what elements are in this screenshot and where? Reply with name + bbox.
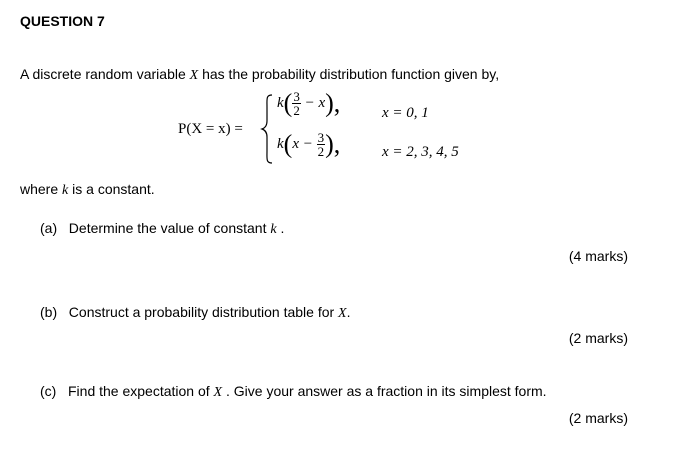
part-b-label: (b) [40, 304, 58, 320]
part-b-statement: Construct a probability distribution table for [68, 304, 339, 320]
intro-text-end: has the probability distribution function given by, [198, 66, 500, 82]
case2-fraction-denominator: 2 [317, 144, 325, 159]
case1-fraction-denominator: 2 [293, 103, 300, 118]
where-clause [20, 181, 155, 199]
case2-lead: x − [292, 135, 313, 152]
part-a-end: . [276, 220, 285, 236]
part-a-variable: k [270, 222, 277, 237]
question-title: QUESTION 7 [20, 13, 105, 29]
part-c-variable: X [213, 385, 223, 400]
formula-lhs: P(X = x) = [178, 121, 243, 137]
left-brace-icon [260, 93, 274, 165]
part-c-label: (c) [40, 383, 57, 399]
part-b-marks: (2 marks) [568, 330, 628, 346]
part-b-variable: X [338, 306, 347, 321]
part-b-text [40, 304, 351, 322]
case2-expression: k(x − $\frac{3}{2}$ ), [277, 129, 341, 159]
part-c-marks: (2 marks) [568, 410, 628, 426]
intro-text: A discrete random variable [20, 66, 190, 82]
where-variable: k [62, 183, 69, 198]
part-c-end: . Give your answer as a fraction in its simplest form. [222, 383, 547, 399]
case2-fraction [317, 131, 326, 158]
part-a-text [40, 220, 284, 238]
part-a-label: (a) [40, 220, 58, 236]
case2-fraction-numerator: 3 [317, 130, 325, 145]
case1-coefficient: k [277, 94, 284, 111]
case1-fraction [292, 90, 301, 117]
part-a-marks: (4 marks) [568, 248, 628, 264]
case1-tail: ), [325, 88, 341, 118]
case1-expression: k( $\frac{3}{2}$ − x), [277, 88, 341, 118]
case2-condition: x = 2, 3, 4, 5 [382, 144, 459, 160]
part-a-statement: Determine the value of constant [68, 220, 271, 236]
where-text-end: is a constant. [68, 181, 155, 197]
case1-fraction-numerator: 3 [293, 89, 300, 104]
case1-condition: x = 0, 1 [382, 105, 429, 121]
part-c-text [40, 383, 547, 401]
part-b-end: . [346, 304, 351, 320]
case2-tail: ), [325, 129, 341, 159]
intro-variable: X [189, 68, 199, 83]
part-c-statement: Find the expectation of [68, 383, 214, 399]
case1-operator: − x [304, 94, 326, 111]
intro-sentence [20, 66, 499, 84]
case2-coefficient: k [277, 135, 284, 152]
where-text: where [20, 181, 63, 197]
